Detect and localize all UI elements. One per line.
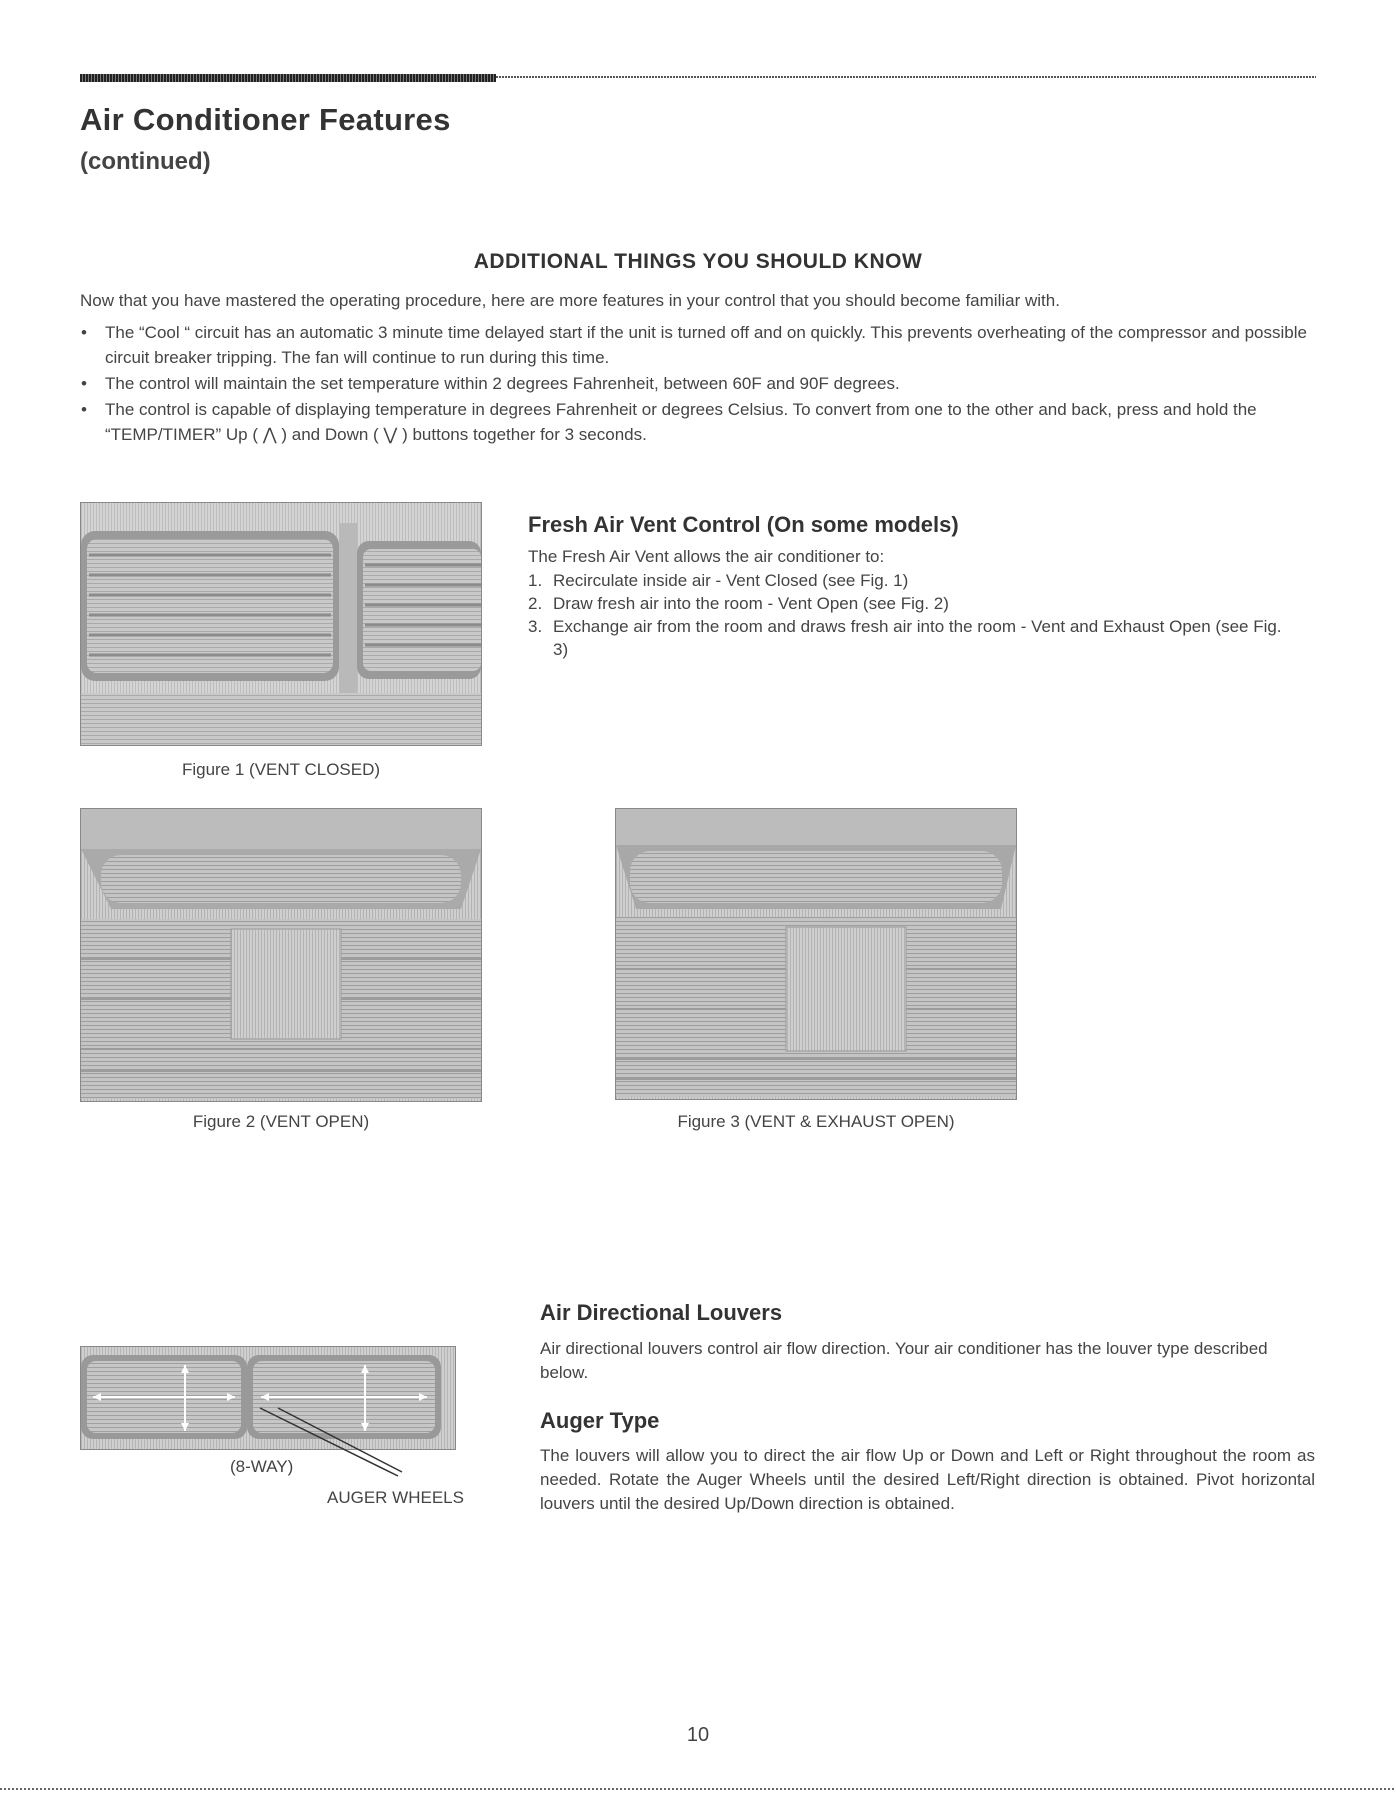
bullet-text: The control will maintain the set temperature within 2 degrees Fahrenheit, between 60F and 90F degrees. xyxy=(105,374,900,393)
list-item xyxy=(528,569,1298,592)
page-title: Air Conditioner Features xyxy=(80,102,451,137)
fresh-air-title: Fresh Air Vent Control (On some models) xyxy=(528,512,959,537)
step-text: Draw fresh air into the room - Vent Open (see Fig. 2) xyxy=(553,594,949,613)
list-item xyxy=(80,371,1320,396)
bullet-text: The “Cool “ circuit has an automatic 3 minute time delayed start if the unit is turned off and on quickly. This prevents overheating of the compressor and possible circuit breaker tripping. The fan will continue to run during this time. xyxy=(105,323,1307,367)
additional-intro: Now that you have mastered the operating procedure, here are more features in your control that you should become familiar with. xyxy=(80,291,1060,310)
step-number: 2. xyxy=(528,594,543,613)
list-item xyxy=(80,397,1320,447)
bullet-icon: • xyxy=(81,374,87,393)
step-number: 1. xyxy=(528,571,543,590)
header-rule-thin xyxy=(496,76,1316,78)
step-text: Exchange air from the room and draws fresh air into the room - Vent and Exhaust Open (see Fig. 3) xyxy=(553,617,1282,659)
step-text: Recirculate inside air - Vent Closed (see Fig. 1) xyxy=(553,571,909,590)
bullet-text: The control is capable of displaying temperature in degrees Fahrenheit or degrees Celsius. To convert from one to the other and back, press and hold the “TEMP/TIMER” Up ( ⋀ ) and Down ( ⋁ ) buttons together for 3 seconds. xyxy=(105,400,1257,444)
figure-3-caption: Figure 3 (VENT & EXHAUST OPEN) xyxy=(677,1112,955,1131)
footer-rule xyxy=(0,1788,1396,1790)
page-number: 10 xyxy=(686,1724,710,1746)
page-subtitle: (continued) xyxy=(80,148,211,175)
header-rule-thick xyxy=(80,74,496,82)
bullet-icon: • xyxy=(81,323,87,342)
figure-1-photo xyxy=(80,502,482,746)
louver-way-label: (8-WAY) xyxy=(230,1457,294,1476)
step-number: 3. xyxy=(528,617,543,636)
auger-text: The louvers will allow you to direct the air flow Up or Down and Left or Right throughout the room as needed. Rotate the Auger Wheels until the desired Left/Right direction is obtained. Pivot horizontal louvers until the desired Up/Down direction is obtained. xyxy=(540,1446,1315,1513)
figure-2-photo xyxy=(80,808,482,1102)
auger-wheels-label: AUGER WHEELS xyxy=(327,1488,464,1507)
additional-heading: ADDITIONAL THINGS YOU SHOULD KNOW xyxy=(473,250,923,273)
figure-1-caption: Figure 1 (VENT CLOSED) xyxy=(181,760,381,779)
list-item xyxy=(528,592,1298,615)
figure-2-caption: Figure 2 (VENT OPEN) xyxy=(192,1112,370,1131)
additional-bullet-list xyxy=(80,320,1320,448)
bullet-icon: • xyxy=(81,400,87,419)
louvers-text: Air directional louvers control air flow direction. Your air conditioner has the louver type described below. xyxy=(540,1339,1268,1382)
list-item xyxy=(528,615,1298,661)
louvers-title: Air Directional Louvers xyxy=(540,1300,783,1325)
fresh-air-intro: The Fresh Air Vent allows the air conditioner to: xyxy=(528,547,885,566)
fresh-air-steps xyxy=(528,569,1298,661)
list-item xyxy=(80,320,1320,370)
figure-3-photo xyxy=(615,808,1017,1100)
auger-title: Auger Type xyxy=(540,1408,660,1433)
